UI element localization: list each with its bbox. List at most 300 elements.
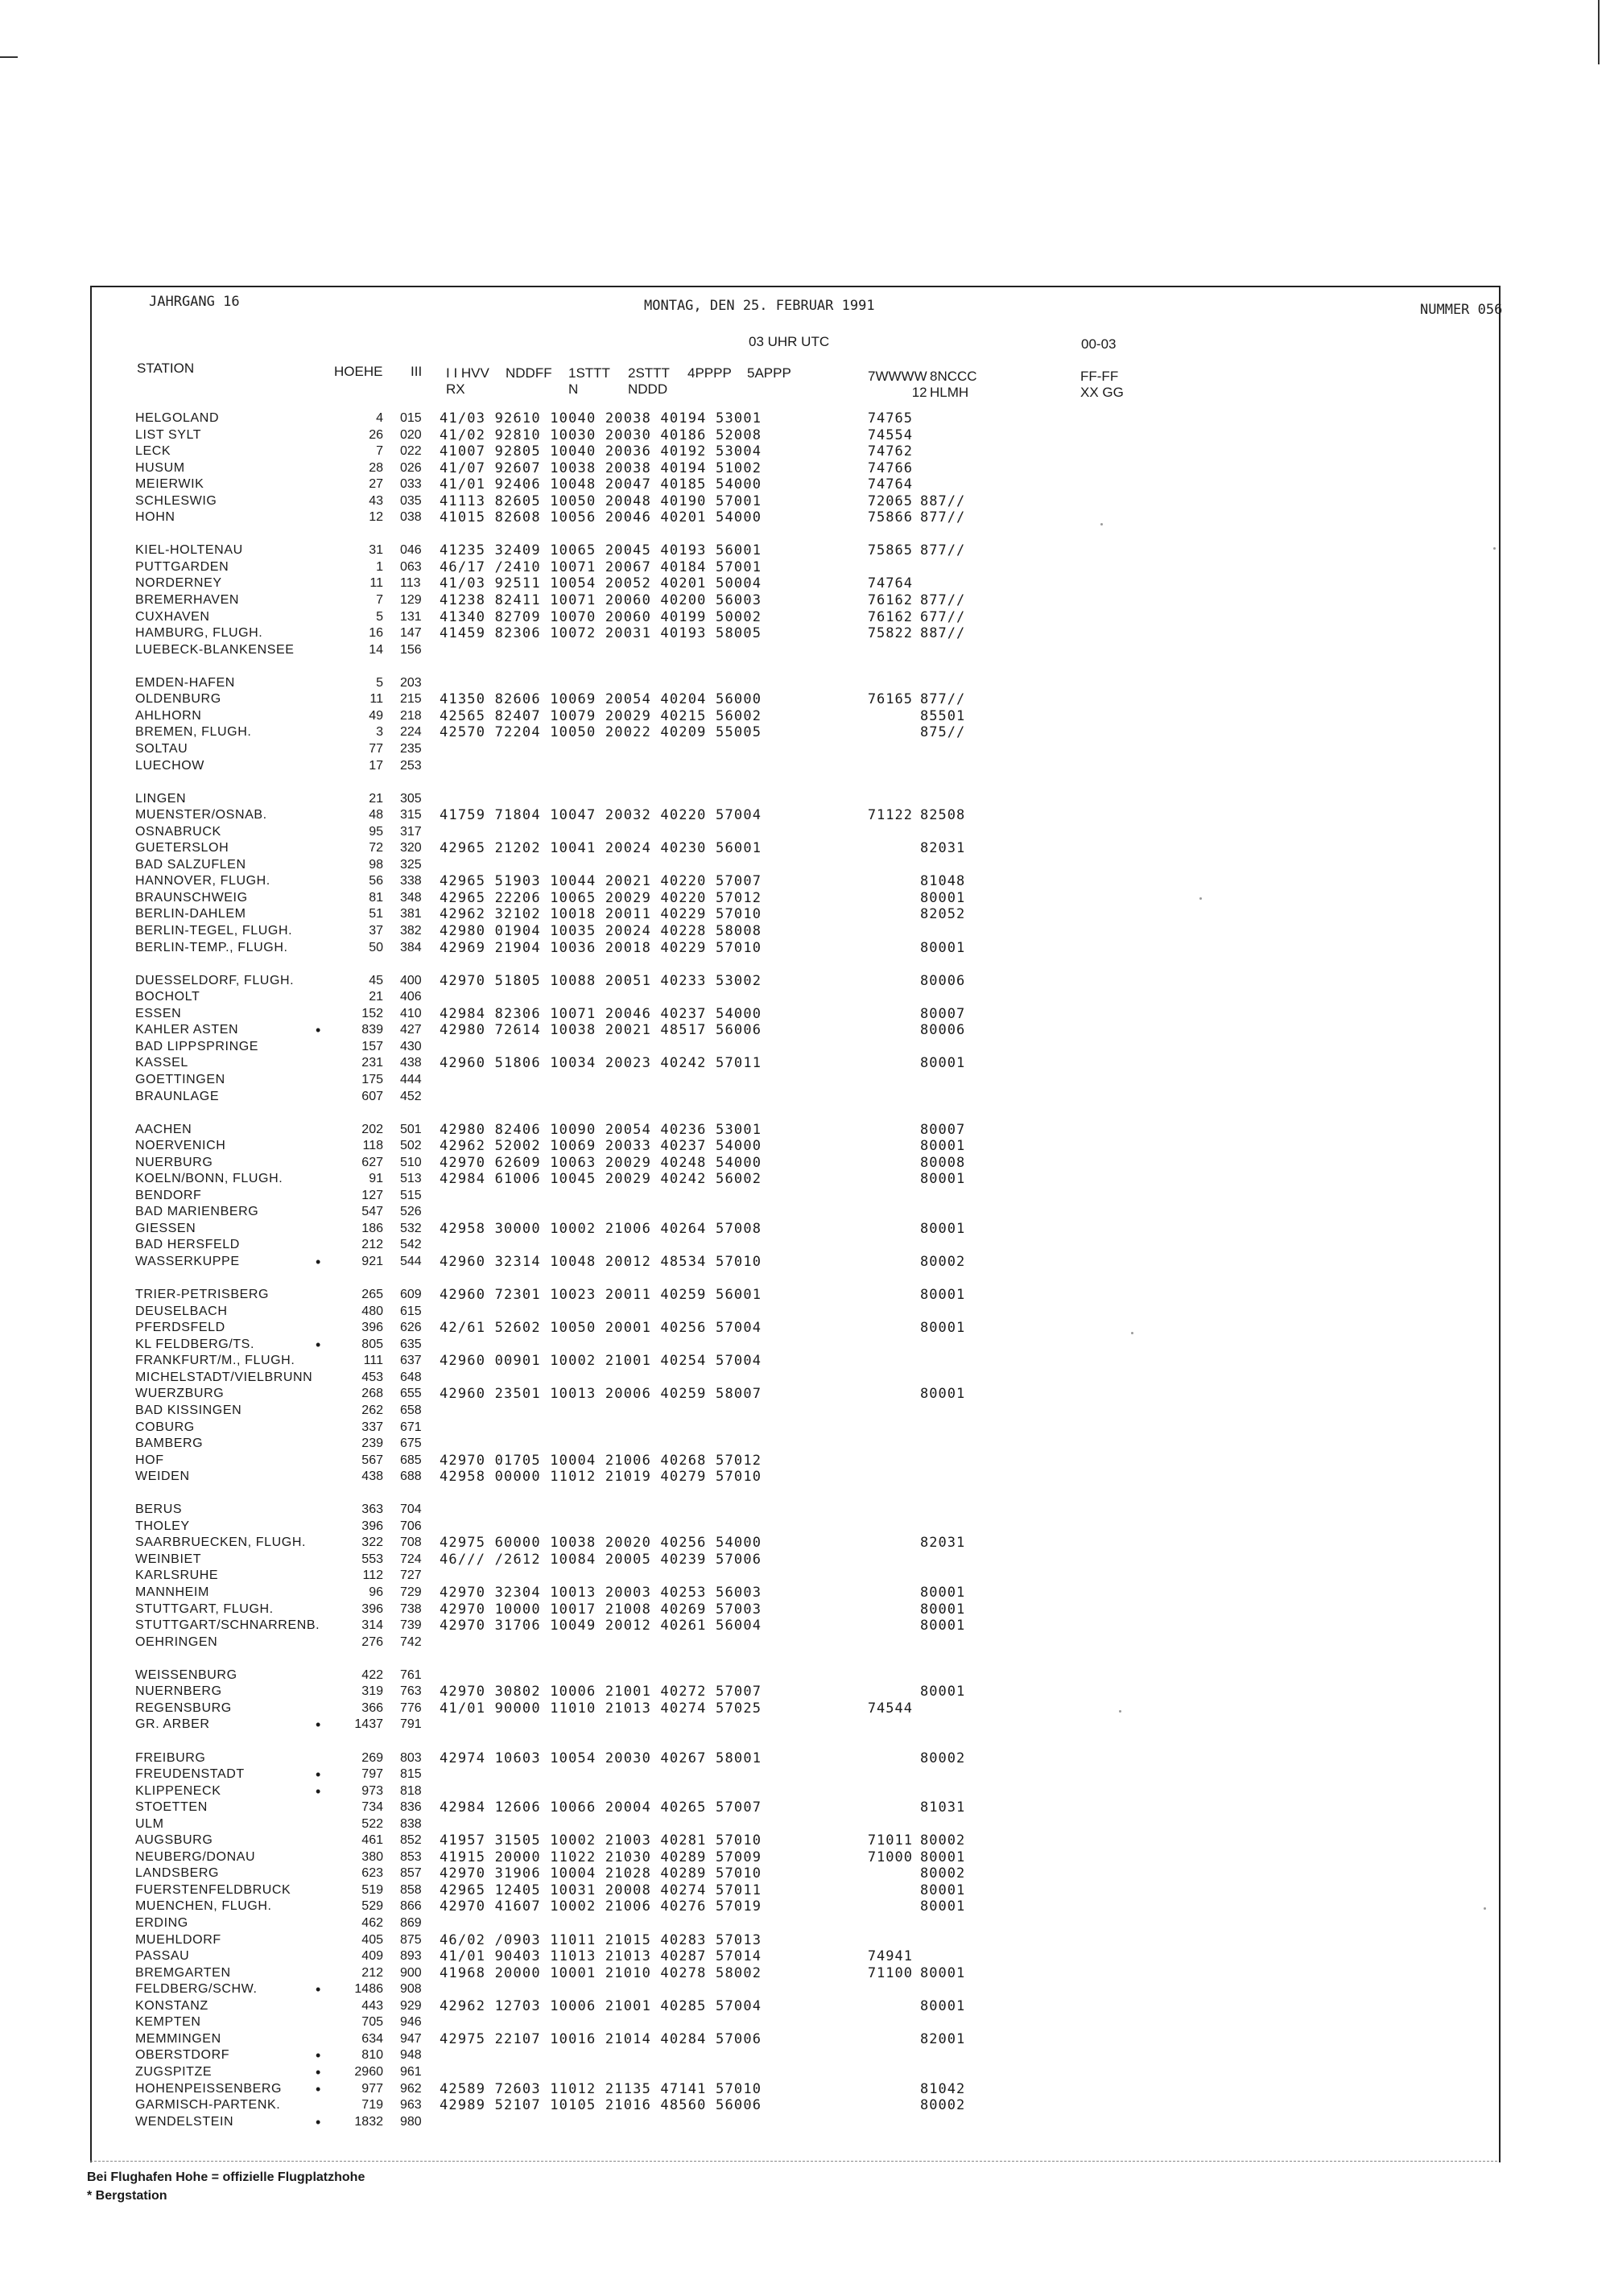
cloud-group: 81048: [920, 873, 966, 889]
station-elevation: 480: [361, 1305, 383, 1318]
synop-groups: 42969 21904 10036 20018 40229 57010: [440, 940, 762, 956]
station-name: NUERBURG: [135, 1156, 213, 1169]
station-elevation: 91: [369, 1172, 383, 1185]
table-row: [0, 1403, 1610, 1419]
station-index: 658: [400, 1404, 422, 1417]
station-name: STOETTEN: [135, 1800, 208, 1814]
table-row: [0, 1535, 1610, 1551]
weather-group: 74766: [867, 460, 913, 476]
station-name: BERLIN-TEMP., FLUGH.: [135, 941, 288, 954]
station-index: 348: [400, 891, 422, 905]
station-elevation: 28: [369, 461, 383, 475]
synop-groups: 42975 60000 10038 20020 40256 54000: [440, 1535, 762, 1551]
station-index: 502: [400, 1139, 422, 1152]
station-name: HELGOLAND: [135, 411, 220, 425]
station-name: STUTTGART, FLUGH.: [135, 1602, 274, 1616]
station-elevation: 31: [369, 543, 383, 557]
station-index: 038: [400, 510, 422, 524]
cloud-group: 80001: [920, 1221, 966, 1237]
station-name: PUTTGARDEN: [135, 560, 229, 574]
table-row: [0, 973, 1610, 989]
table-row: [0, 1519, 1610, 1535]
station-name: NUERNBERG: [135, 1684, 222, 1698]
station-elevation: 21: [369, 990, 383, 1004]
station-name: CUXHAVEN: [135, 610, 210, 624]
table-row: [0, 410, 1610, 427]
cloud-group: 81031: [920, 1799, 966, 1816]
station-index: 513: [400, 1172, 422, 1185]
table-row: [0, 1965, 1610, 1981]
table-row: [0, 1171, 1610, 1187]
station-elevation: 977: [361, 2082, 383, 2096]
weather-group: 72065: [867, 493, 913, 509]
synop-groups: 42962 32102 10018 20011 40229 57010: [440, 906, 762, 922]
cloud-group: 877//: [920, 509, 966, 526]
table-row: [0, 1849, 1610, 1865]
station-name: FREUDENSTADT: [135, 1767, 245, 1781]
table-row: [0, 691, 1610, 707]
station-elevation: 51: [369, 907, 383, 921]
table-row: [0, 1948, 1610, 1964]
table-row: [0, 906, 1610, 922]
station-index: 338: [400, 874, 422, 888]
synop-groups: 41759 71804 10047 20032 40220 57004: [440, 807, 762, 823]
table-row: [0, 2064, 1610, 2080]
table-row: [0, 476, 1610, 493]
table-row: [0, 1552, 1610, 1568]
table-row: [0, 1568, 1610, 1584]
synop-groups: 42970 31906 10004 21028 40289 57010: [440, 1865, 762, 1882]
table-row: [0, 1915, 1610, 1931]
synop-groups: 42960 72301 10023 20011 40259 56001: [440, 1287, 762, 1303]
station-index: 224: [400, 725, 422, 739]
station-name: AUGSBURG: [135, 1833, 213, 1847]
station-index: 791: [400, 1717, 422, 1731]
station-index: 704: [400, 1502, 422, 1516]
station-name: DEUSELBACH: [135, 1305, 228, 1318]
weather-group: 76162: [867, 592, 913, 608]
station-name: GR. ARBER: [135, 1717, 210, 1731]
station-index: 838: [400, 1817, 422, 1831]
synop-groups: 46/// /2612 10084 20005 40239 57006: [440, 1552, 762, 1568]
period-label: 00-03: [1081, 336, 1117, 352]
table-row: [0, 1420, 1610, 1436]
synop-groups: 42980 82406 10090 20054 40236 53001: [440, 1122, 762, 1138]
mountain-marker: •: [316, 2047, 321, 2063]
group3-header: 1STTT N: [568, 365, 610, 397]
station-index: 544: [400, 1255, 422, 1268]
station-elevation: 72: [369, 841, 383, 855]
station-elevation: 396: [361, 1602, 383, 1616]
station-elevation: 810: [361, 2048, 383, 2062]
cloud-group: 80002: [920, 1832, 966, 1849]
station-elevation: 186: [361, 1222, 383, 1235]
station-elevation: 363: [361, 1502, 383, 1516]
table-row: [0, 1634, 1610, 1651]
station-name: THOLEY: [135, 1519, 190, 1533]
station-index: 776: [400, 1701, 422, 1715]
station-elevation: 37: [369, 924, 383, 938]
table-row: [0, 1750, 1610, 1766]
station-index: 637: [400, 1354, 422, 1367]
mountain-marker: •: [316, 1717, 321, 1733]
station-elevation: 405: [361, 1933, 383, 1947]
station-name: LINGEN: [135, 792, 187, 806]
station-name: HUSUM: [135, 461, 185, 475]
synop-groups: 42989 52107 10105 21016 48560 56006: [440, 2097, 762, 2113]
station-name: LECK: [135, 444, 171, 458]
table-row: [0, 1766, 1610, 1783]
weather-group: 74765: [867, 410, 913, 427]
table-row: [0, 1865, 1610, 1882]
cloud-group: 80001: [920, 940, 966, 956]
group6-header: 5APPP: [747, 365, 791, 381]
station-elevation: 239: [361, 1437, 383, 1450]
synop-groups: 41/02 92810 10030 20030 40186 52008: [440, 427, 762, 443]
station-name: LIST SYLT: [135, 428, 202, 442]
cloud-group: 80001: [920, 1684, 966, 1700]
table-row: [0, 559, 1610, 575]
synop-groups: 42970 32304 10013 20003 40253 56003: [440, 1585, 762, 1601]
table-row: [0, 1585, 1610, 1601]
station-elevation: 1: [376, 560, 383, 574]
cloud-group: 80002: [920, 1865, 966, 1882]
station-elevation: 921: [361, 1255, 383, 1268]
table-row: [0, 840, 1610, 856]
table-row: [0, 724, 1610, 740]
station-name: LANDSBERG: [135, 1866, 220, 1880]
station-name: HOF: [135, 1453, 164, 1467]
weather-group: 76165: [867, 691, 913, 707]
station-name: NOERVENICH: [135, 1139, 226, 1152]
station-index: 866: [400, 1899, 422, 1913]
weather-group: 75865: [867, 542, 913, 559]
group5-header: 4PPPP: [687, 365, 732, 381]
station-elevation: 276: [361, 1635, 383, 1649]
synop-groups: 42589 72603 11012 21135 47141 57010: [440, 2081, 762, 2097]
station-elevation: 11: [369, 576, 383, 590]
station-index: 384: [400, 941, 422, 954]
station-index: 452: [400, 1090, 422, 1103]
station-elevation: 49: [369, 709, 383, 723]
station-index: 131: [400, 610, 422, 624]
cloud-group: 82031: [920, 1535, 966, 1551]
table-row: [0, 1832, 1610, 1849]
cloud-group: 80006: [920, 973, 966, 989]
station-index: 858: [400, 1883, 422, 1897]
synop-groups: 42970 30802 10006 21001 40272 57007: [440, 1684, 762, 1700]
station-index: 510: [400, 1156, 422, 1169]
station-index: 853: [400, 1850, 422, 1864]
station-elevation: 1832: [354, 2115, 383, 2129]
station-index: 763: [400, 1684, 422, 1698]
synop-groups: 42965 21202 10041 20024 40230 56001: [440, 840, 762, 856]
synop-groups: 42970 01705 10004 21006 40268 57012: [440, 1453, 762, 1469]
table-row: [0, 1717, 1610, 1733]
synop-groups: 42970 62609 10063 20029 40248 54000: [440, 1155, 762, 1171]
station-index: 381: [400, 907, 422, 921]
station-name: SOLTAU: [135, 742, 188, 756]
station-index: 022: [400, 444, 422, 458]
synop-groups: 42/61 52602 10050 20001 40256 57004: [440, 1320, 762, 1336]
station-index: 739: [400, 1618, 422, 1632]
station-index: 962: [400, 2082, 422, 2096]
table-row: [0, 1122, 1610, 1138]
station-name: WEISSENBURG: [135, 1668, 237, 1682]
station-name: KOELN/BONN, FLUGH.: [135, 1172, 283, 1185]
station-elevation: 547: [361, 1205, 383, 1218]
table-row: [0, 824, 1610, 840]
station-index: 761: [400, 1668, 422, 1682]
synop-groups: 42980 72614 10038 20021 48517 56006: [440, 1022, 762, 1038]
mountain-marker: •: [316, 1337, 321, 1353]
station-name: GOETTINGEN: [135, 1073, 225, 1086]
station-elevation: 607: [361, 1090, 383, 1103]
table-row: [0, 427, 1610, 443]
station-name: BAD KISSINGEN: [135, 1404, 242, 1417]
table-row: [0, 857, 1610, 873]
table-row: [0, 923, 1610, 939]
synop-groups: 42958 00000 11012 21019 40279 57010: [440, 1469, 762, 1485]
station-elevation: 27: [369, 477, 383, 491]
station-name: ULM: [135, 1817, 164, 1831]
table-row: [0, 1188, 1610, 1204]
station-name: BAMBERG: [135, 1437, 204, 1450]
station-elevation: 48: [369, 808, 383, 822]
station-name: HANNOVER, FLUGH.: [135, 874, 270, 888]
station-name: KIEL-HOLTENAU: [135, 543, 243, 557]
synop-groups: 42970 31706 10049 20012 40261 56004: [440, 1618, 762, 1634]
cloud-group: 875//: [920, 724, 966, 740]
station-elevation: 12: [369, 510, 383, 524]
station-elevation: 111: [363, 1354, 383, 1367]
table-row: [0, 575, 1610, 592]
station-name: WEIDEN: [135, 1470, 190, 1483]
station-elevation: 705: [361, 2015, 383, 2029]
mountain-marker: •: [316, 2064, 321, 2080]
station-elevation: 212: [361, 1966, 383, 1980]
group7-header: 7WWWW 12: [868, 369, 927, 400]
station-name: PASSAU: [135, 1949, 190, 1963]
table-row: [0, 1453, 1610, 1469]
cloud-group: 82031: [920, 840, 966, 856]
station-index: 875: [400, 1933, 422, 1947]
synop-groups: 42984 12606 10066 20004 40265 57007: [440, 1799, 762, 1816]
station-name: BREMGARTEN: [135, 1966, 231, 1980]
station-elevation: 231: [361, 1056, 383, 1070]
station-index: 113: [400, 576, 421, 590]
station-name: AHLHORN: [135, 709, 202, 723]
station-index: 900: [400, 1966, 422, 1980]
station-index: 320: [400, 841, 422, 855]
cloud-group: 80001: [920, 1965, 966, 1981]
station-name: GUETERSLOH: [135, 841, 229, 855]
synop-groups: 42980 01904 10035 20024 40228 58008: [440, 923, 762, 939]
table-row: [0, 1337, 1610, 1353]
station-name: ESSEN: [135, 1007, 182, 1020]
station-elevation: 973: [361, 1784, 383, 1798]
station-index: 218: [400, 709, 422, 723]
weather-group: 74941: [867, 1948, 913, 1964]
table-row: [0, 1502, 1610, 1518]
station-elevation: 7: [376, 593, 383, 607]
table-row: [0, 1981, 1610, 1997]
station-name: HAMBURG, FLUGH.: [135, 626, 263, 640]
scan-speck: [1119, 1710, 1121, 1713]
table-row: [0, 1700, 1610, 1717]
cloud-group: 80001: [920, 1585, 966, 1601]
cloud-group: 80001: [920, 1618, 966, 1634]
station-name: BAD MARIENBERG: [135, 1205, 259, 1218]
station-name: KEMPTEN: [135, 2015, 201, 2029]
station-index: 532: [400, 1222, 422, 1235]
table-row: [0, 873, 1610, 889]
scan-speck: [1100, 523, 1103, 526]
station-index: 203: [400, 676, 422, 690]
station-name: BREMEN, FLUGH.: [135, 725, 252, 739]
table-row: [0, 1138, 1610, 1154]
station-elevation: 152: [361, 1007, 383, 1020]
synop-groups: 42975 22107 10016 21014 40284 57006: [440, 2031, 762, 2047]
station-elevation: 157: [361, 1040, 383, 1053]
group4-header: 2STTT NDDD: [628, 365, 670, 397]
date-label: MONTAG, DEN 25. FEBRUAR 1991: [644, 298, 875, 314]
cloud-group: 80007: [920, 1122, 966, 1138]
mountain-marker: •: [316, 1022, 321, 1038]
volume-label: JAHRGANG 16: [149, 294, 240, 310]
station-name: GIESSEN: [135, 1222, 196, 1235]
table-row: [0, 1386, 1610, 1402]
station-elevation: 519: [361, 1883, 383, 1897]
station-index: 501: [400, 1123, 422, 1136]
table-row: [0, 2047, 1610, 2063]
synop-groups: 42970 51805 10088 20051 40233 53002: [440, 973, 762, 989]
station-index: 803: [400, 1751, 422, 1765]
station-name: STUTTGART/SCHNARRENB.: [135, 1618, 320, 1632]
station-elevation: 5: [376, 610, 383, 624]
station-index: 382: [400, 924, 422, 938]
station-index: 742: [400, 1635, 422, 1649]
synop-groups: 42960 00901 10002 21001 40254 57004: [440, 1353, 762, 1369]
station-name: GARMISCH-PARTENK.: [135, 2098, 281, 2112]
cloud-group: 80001: [920, 1998, 966, 2014]
cloud-group: 80001: [920, 1898, 966, 1915]
cloud-group: 877//: [920, 592, 966, 608]
table-row: [0, 1436, 1610, 1452]
station-name: FUERSTENFELDBRUCK: [135, 1883, 291, 1897]
station-name: BERLIN-DAHLEM: [135, 907, 246, 921]
station-elevation: 443: [361, 1999, 383, 2013]
synop-groups: 41235 32409 10065 20045 40193 56001: [440, 542, 762, 559]
table-row: [0, 1072, 1610, 1088]
synop-groups: 46/02 /0903 11011 21015 40283 57013: [440, 1932, 762, 1948]
station-index: 033: [400, 477, 422, 491]
station-name: HOHN: [135, 510, 175, 524]
station-index: 444: [400, 1073, 422, 1086]
station-index: 688: [400, 1470, 422, 1483]
station-name: HOHENPEISSENBERG: [135, 2082, 283, 2096]
group1-header: I I HVV RX: [446, 365, 489, 397]
synop-groups: 42965 12405 10031 20008 40274 57011: [440, 1882, 762, 1898]
table-row: [0, 2031, 1610, 2047]
scan-speck: [1131, 1332, 1133, 1334]
table-row: [0, 1237, 1610, 1253]
station-index: 727: [400, 1568, 422, 1582]
synop-groups: 41340 82709 10070 20060 40199 50002: [440, 609, 762, 625]
mountain-marker: •: [316, 2114, 321, 2130]
station-elevation: 623: [361, 1866, 383, 1880]
station-elevation: 734: [361, 1800, 383, 1814]
station-name: ERDING: [135, 1916, 188, 1930]
table-row: [0, 1221, 1610, 1237]
station-name: WEINBIET: [135, 1552, 202, 1566]
station-index: 635: [400, 1338, 422, 1351]
synop-groups: 42960 32314 10048 20012 48534 57010: [440, 1254, 762, 1270]
station-index: 929: [400, 1999, 422, 2013]
table-row: [0, 1783, 1610, 1799]
station-name: WENDELSTEIN: [135, 2115, 234, 2129]
station-elevation: 529: [361, 1899, 383, 1913]
station-name: KL FELDBERG/TS.: [135, 1338, 254, 1351]
station-name: AACHEN: [135, 1123, 192, 1136]
table-row: [0, 1254, 1610, 1270]
station-elevation: 462: [361, 1916, 383, 1930]
station-elevation: 96: [369, 1585, 383, 1599]
table-row: [0, 642, 1610, 658]
station-elevation: 380: [361, 1850, 383, 1864]
synop-groups: 42974 10603 10054 20030 40267 58001: [440, 1750, 762, 1766]
station-elevation: 461: [361, 1833, 383, 1847]
table-row: [0, 609, 1610, 625]
station-elevation: 95: [369, 825, 383, 839]
weather-group: 71122: [867, 807, 913, 823]
table-row: [0, 1089, 1610, 1105]
table-row: [0, 1320, 1610, 1336]
synop-groups: 41/03 92610 10040 20038 40194 53001: [440, 410, 762, 427]
station-index: 685: [400, 1453, 422, 1467]
cloud-group: 82508: [920, 807, 966, 823]
table-row: [0, 2014, 1610, 2030]
cloud-group: 80008: [920, 1155, 966, 1171]
table-row: [0, 741, 1610, 757]
station-elevation: 396: [361, 1321, 383, 1334]
weather-group: 74764: [867, 476, 913, 493]
station-elevation: 118: [362, 1139, 383, 1152]
station-index: 963: [400, 2098, 422, 2112]
station-elevation: 202: [361, 1123, 383, 1136]
station-name: SAARBRUECKEN, FLUGH.: [135, 1535, 307, 1549]
station-name: PFERDSFELD: [135, 1321, 225, 1334]
station-name: SCHLESWIG: [135, 494, 217, 508]
station-elevation: 409: [361, 1949, 383, 1963]
station-elevation: 98: [369, 858, 383, 872]
station-elevation: 4: [376, 411, 383, 425]
station-index: 708: [400, 1535, 422, 1549]
station-name: MUENCHEN, FLUGH.: [135, 1899, 272, 1913]
station-elevation: 26: [369, 428, 383, 442]
weather-group: 71100: [867, 1965, 913, 1981]
station-index: 020: [400, 428, 422, 442]
group8-header: 8NCCC HLMH: [930, 369, 977, 400]
station-index: 615: [400, 1305, 422, 1318]
station-elevation: 805: [361, 1338, 383, 1351]
table-row: [0, 940, 1610, 956]
station-elevation: 797: [361, 1767, 383, 1781]
table-row: [0, 1353, 1610, 1369]
cloud-group: 877//: [920, 691, 966, 707]
table-row: [0, 542, 1610, 559]
synop-groups: 42984 82306 10071 20046 40237 54000: [440, 1006, 762, 1022]
